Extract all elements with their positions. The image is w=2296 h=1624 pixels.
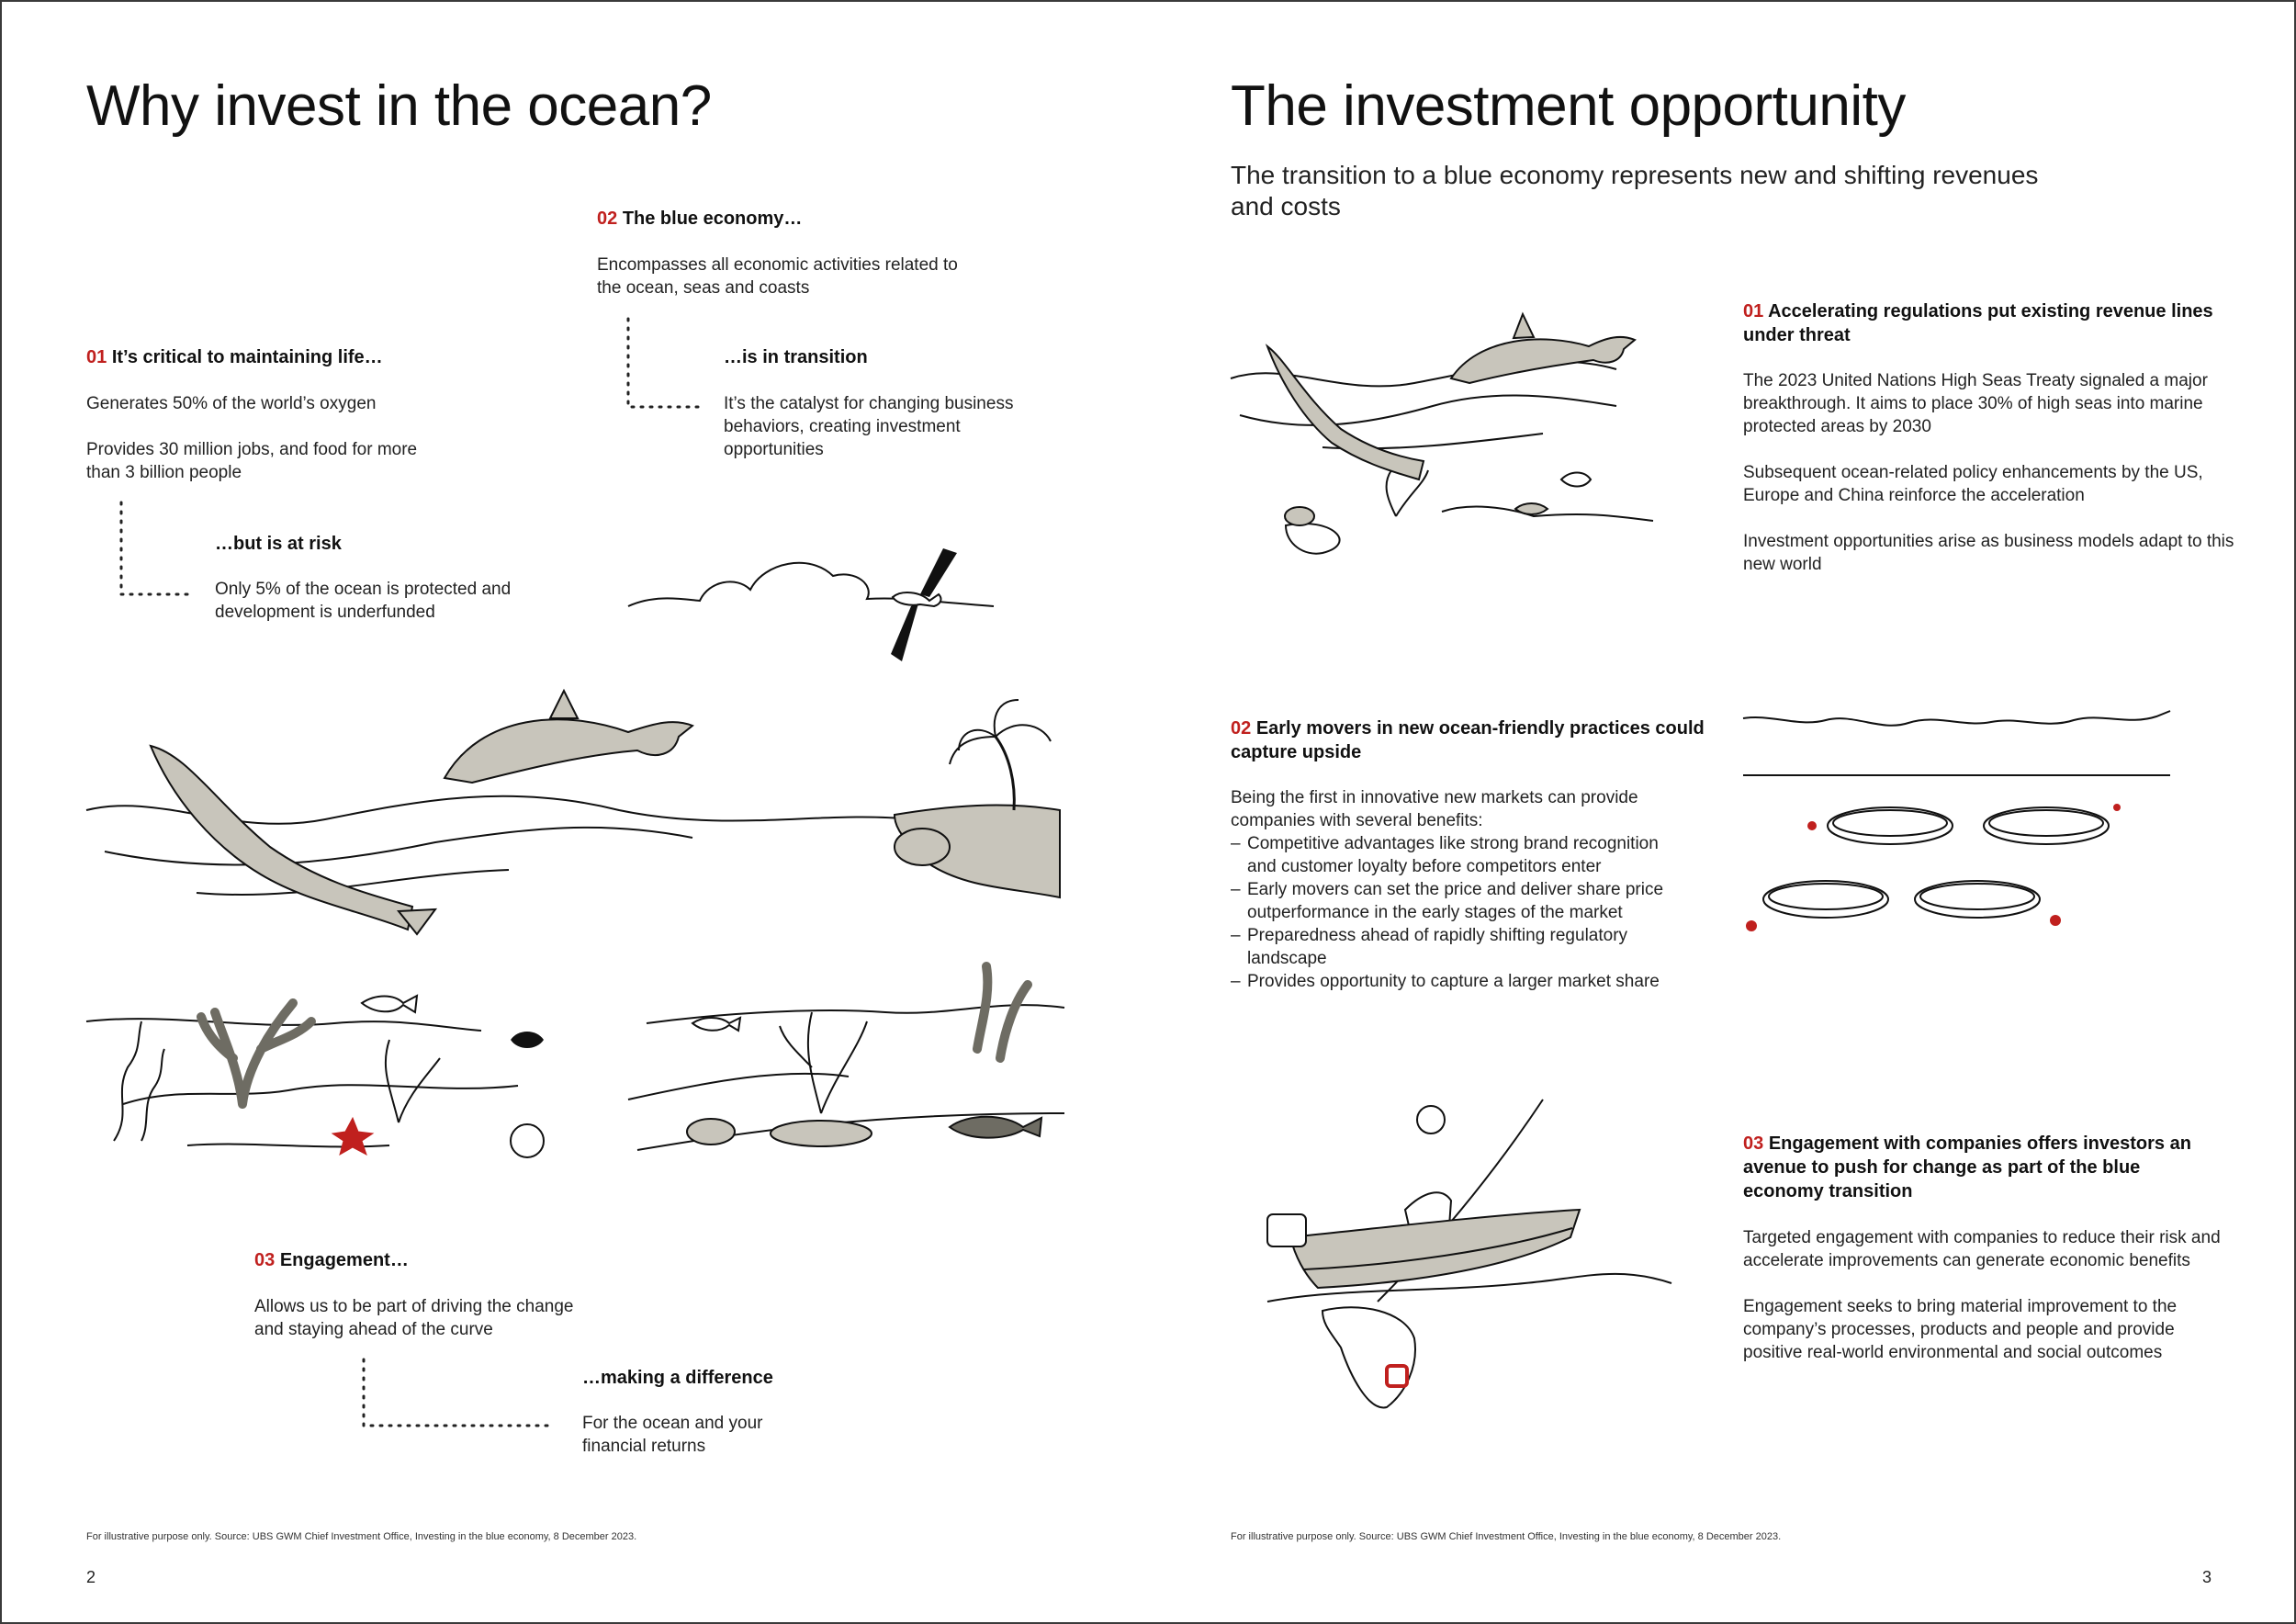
item-01-heading bbox=[86, 345, 509, 369]
page-right bbox=[1148, 0, 2296, 1624]
item-01-line: Provides 30 million jobs, and food for more than 3 billion people bbox=[86, 440, 418, 482]
item-03-heading bbox=[1743, 1132, 2221, 1203]
page-number: 3 bbox=[2202, 1568, 2212, 1586]
dotted-connector bbox=[362, 1359, 555, 1428]
item-03-number: 03 bbox=[1743, 1133, 1764, 1154]
item-03-sub-heading: …making a difference bbox=[582, 1368, 773, 1388]
bullet-item: – Preparedness ahead of rapidly shifting regulatory landscape bbox=[1231, 924, 1690, 970]
item-02-text: Encompasses all economic activities related to the ocean, seas and coasts bbox=[597, 255, 958, 298]
item-01-body bbox=[86, 392, 454, 484]
fish-farm-illustration bbox=[1743, 709, 2184, 939]
item-01-body bbox=[1743, 369, 2239, 576]
dotted-connector bbox=[119, 502, 193, 599]
item-03-paragraph: Targeted engagement with companies to reduce their risk and accelerate improvements can generate economic benefits bbox=[1743, 1228, 2221, 1270]
item-03-sub-text: For the ocean and your financial returns bbox=[582, 1414, 763, 1456]
item-02-title: The blue economy… bbox=[622, 209, 803, 229]
bullet-item: – Competitive advantages like strong brand recognition and customer loyalty before competitors enter bbox=[1231, 832, 1690, 878]
item-01-paragraph: Investment opportunities arise as business models adapt to this new world bbox=[1743, 532, 2234, 574]
item-01-heading bbox=[1743, 299, 2239, 347]
item-02-heading bbox=[1231, 716, 1708, 764]
item-02-sub-heading: …is in transition bbox=[724, 347, 868, 367]
item-02-number: 02 bbox=[597, 209, 618, 229]
dotted-connector bbox=[626, 319, 700, 411]
bullet-item: – Early movers can set the price and deliver share price outperformance in the early stages of the market bbox=[1231, 878, 1690, 924]
item-01-line: Generates 50% of the world’s oxygen bbox=[86, 394, 377, 413]
item-03-title: Engagement… bbox=[279, 1250, 409, 1270]
bullet-item: – Provides opportunity to capture a larger market share bbox=[1231, 970, 1690, 993]
ocean-scene-illustration bbox=[86, 682, 1069, 1196]
page-title: Why invest in the ocean? bbox=[86, 74, 712, 138]
item-02-title: Early movers in new ocean-friendly practices could capture upside bbox=[1231, 718, 1705, 762]
item-01-paragraph: Subsequent ocean-related policy enhancements by the US, Europe and China reinforce the acceleration bbox=[1743, 463, 2203, 505]
item-03-paragraph: Engagement seeks to bring material improvement to the company’s processes, products and people and provide positive real-world environmental and social outcomes bbox=[1743, 1297, 2178, 1362]
dolphins-illustration bbox=[1231, 296, 1708, 562]
item-02-heading bbox=[597, 207, 964, 231]
item-03-text: Allows us to be part of driving the change and staying ahead of the curve bbox=[254, 1297, 574, 1339]
footnote: For illustrative purpose only. Source: UBS GWM Chief Investment Office, Investing in the blue economy, 8 December 2023. bbox=[1231, 1531, 1782, 1542]
page-subtitle: The transition to a blue economy represents new and shifting revenues and costs bbox=[1231, 161, 2039, 220]
item-01-sub-heading: …but is at risk bbox=[215, 534, 342, 554]
footnote: For illustrative purpose only. Source: UBS GWM Chief Investment Office, Investing in the blue economy, 8 December 2023. bbox=[86, 1531, 637, 1542]
item-03-number: 03 bbox=[254, 1250, 276, 1270]
item-01-sub-text: Only 5% of the ocean is protected and development is underfunded bbox=[215, 580, 512, 622]
item-02-sub-text: It’s the catalyst for changing business behaviors, creating investment opportunities bbox=[724, 394, 1014, 459]
item-01-title: It’s critical to maintaining life… bbox=[111, 347, 383, 367]
fishing-boat-illustration bbox=[1267, 1100, 1708, 1412]
item-01-title: Accelerating regulations put existing revenue lines under threat bbox=[1743, 301, 2213, 345]
item-02-bullet-list bbox=[1231, 832, 1690, 993]
item-02-intro: Being the first in innovative new markets can provide companies with several benefits: bbox=[1231, 788, 1638, 830]
item-03-heading bbox=[254, 1248, 640, 1272]
seagull-cloud-illustration bbox=[626, 544, 994, 672]
item-01-paragraph: The 2023 United Nations High Seas Treaty signaled a major breakthrough. It aims to place 30% of high seas into marine protected areas by 2030 bbox=[1743, 371, 2208, 436]
item-03-body bbox=[1743, 1226, 2221, 1364]
item-01-number: 01 bbox=[86, 347, 107, 367]
item-02-number: 02 bbox=[1231, 718, 1252, 739]
page-title: The investment opportunity bbox=[1231, 74, 1906, 138]
page-number: 2 bbox=[86, 1568, 96, 1586]
item-03-title: Engagement with companies offers investors an avenue to push for change as part of the blue economy transition bbox=[1743, 1133, 2191, 1201]
item-01-number: 01 bbox=[1743, 301, 1764, 321]
item-02-body bbox=[1231, 786, 1690, 993]
